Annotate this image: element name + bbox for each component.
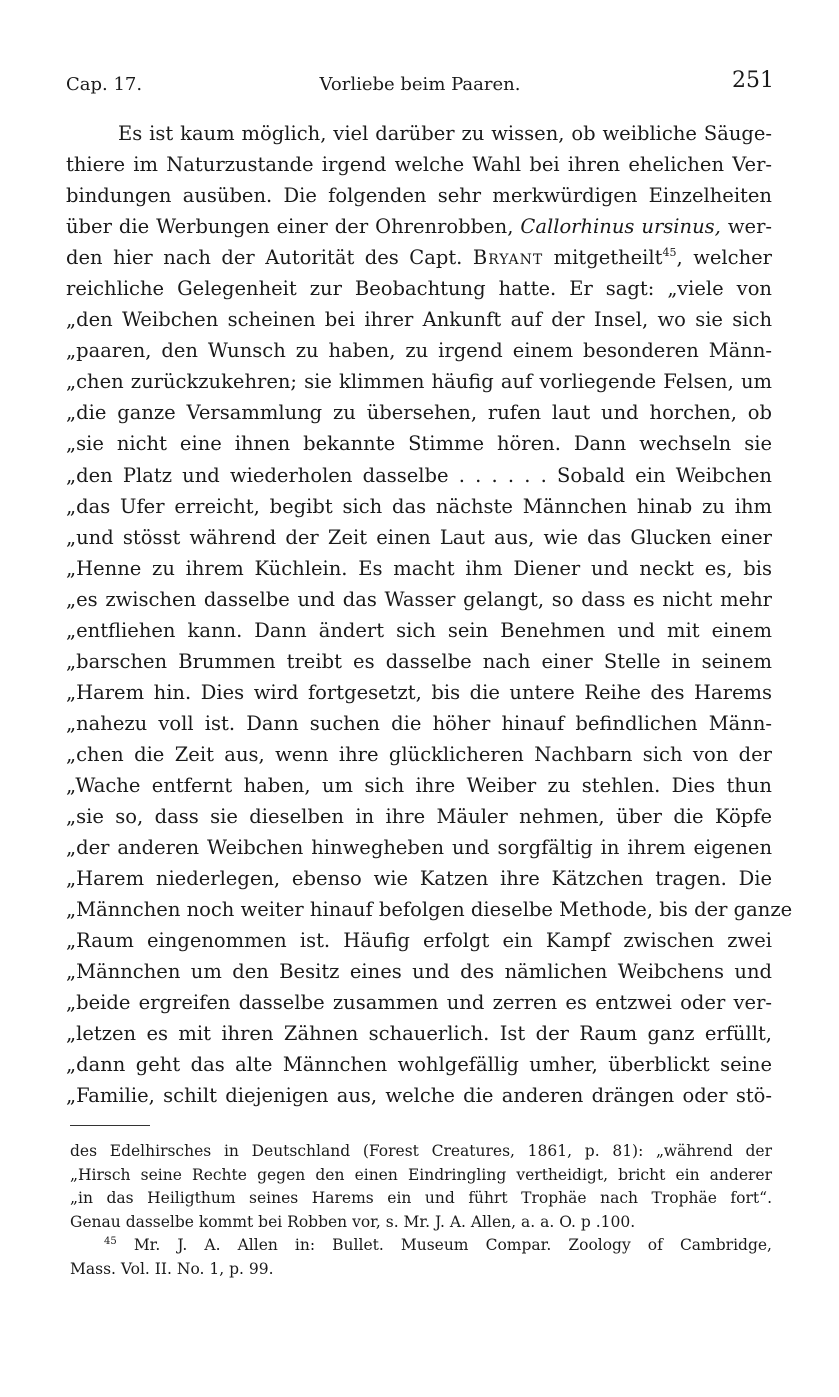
text-line: „dann geht das alte Männchen wohlgefällig umher, überblickt seine — [66, 1053, 772, 1077]
text-line: „Raum eingenommen ist. Häufig erfolgt ein Kampf zwischen zwei — [66, 929, 772, 953]
running-title: Vorliebe beim Paaren. — [319, 74, 521, 95]
text-line: „entfliehen kann. Dann ändert sich sein Benehmen und mit einem — [66, 618, 772, 642]
main-text — [66, 118, 793, 1112]
text-line: „chen zurückzukehren; sie klimmen häufig auf vorliegende Felsen, um — [66, 370, 772, 394]
footnote-line: Genau dasselbe kommt bei Robben vor, s. Mr. J. A. Allen, a. a. O. p .100. — [70, 1212, 636, 1231]
text-line: „das Ufer erreicht, begibt sich das nächste Männchen hinab zu ihm — [66, 494, 772, 518]
footnote-ref: 45 — [662, 246, 677, 260]
text-line: „die ganze Versammlung zu übersehen, rufen laut und horchen, ob — [66, 401, 772, 425]
text-line: „letzen es mit ihren Zähnen schauerlich. Ist der Raum ganz erfüllt, — [66, 1022, 772, 1046]
text-line — [66, 211, 772, 242]
chapter-label: Cap. 17. — [66, 74, 143, 95]
text-line: „Harem hin. Dies wird fortgesetzt, bis die untere Reihe des Harems — [66, 680, 772, 704]
text-line: „und stösst während der Zeit einen Laut aus, wie das Glucken einer — [66, 525, 772, 549]
text-line: „Harem niederlegen, ebenso wie Katzen ihre Kätzchen tragen. Die — [66, 867, 772, 891]
text-line: „den Weibchen scheinen bei ihrer Ankunft auf der Insel, wo sie sich — [66, 308, 772, 332]
footnote-number: 45 — [104, 1236, 117, 1248]
text-line: „den Platz und wiederholen dasselbe . . . . . . Sobald ein Weibchen — [66, 463, 772, 487]
text-segment: Mr. J. A. Allen in: Bullet. Museum Compar. Zoology of Cambridge, — [133, 1236, 772, 1255]
text-line — [66, 242, 772, 273]
footnotes — [70, 1140, 772, 1282]
footnote-line: „in das Heiligthum seines Harems ein und führt Trophäe nach Trophäe fort“. — [70, 1189, 772, 1208]
text-line: „barschen Brummen treibt es dasselbe nach einer Stelle in seinem — [66, 649, 772, 673]
footnote-line: des Edelhirsches in Deutschland (Forest Creatures, 1861, p. 81): „während der — [70, 1142, 772, 1160]
text-segment: wer- — [727, 215, 773, 239]
text-line: „Henne zu ihrem Küchlein. Es macht ihm Diener und neckt es, bis — [66, 556, 772, 580]
text-line: „sie nicht eine ihnen bekannte Stimme hören. Dann wechseln sie — [66, 432, 772, 456]
text-segment: , welcher — [676, 246, 772, 270]
text-line: „chen die Zeit aus, wenn ihre glücklicheren Nachbarn sich von der — [66, 742, 772, 766]
text-segment: den hier nach der Autorität des Capt. — [66, 246, 463, 270]
species-name: Callorhinus ursinus, — [520, 215, 721, 239]
text-line: „Männchen noch weiter hinauf befolgen dieselbe Methode, bis der ganze — [66, 898, 793, 922]
text-line: thiere im Naturzustande irgend welche Wahl bei ihren ehelichen Ver- — [66, 153, 772, 177]
footnote-line — [70, 1234, 772, 1258]
text-line: „Männchen um den Besitz eines und des nämlichen Weibchens und — [66, 960, 772, 984]
author-name: Bryant — [472, 246, 544, 270]
footnote-divider — [70, 1125, 150, 1126]
text-line: „es zwischen dasselbe und das Wasser gelangt, so dass es nicht mehr — [66, 587, 772, 611]
text-line: bindungen ausüben. Die folgenden sehr merkwürdigen Einzelheiten — [66, 184, 772, 208]
text-line: „Wache entfernt haben, um sich ihre Weiber zu stehlen. Dies thun — [66, 773, 772, 797]
footnote-line: „Hirsch seine Rechte gegen den einen Eindringling vertheidigt, bricht ein anderer — [70, 1165, 772, 1184]
running-header — [66, 68, 774, 98]
text-line: „beide ergreifen dasselbe zusammen und zerren es entzwei oder ver- — [66, 991, 772, 1015]
text-line: „sie so, dass sie dieselben in ihre Mäuler nehmen, über die Köpfe — [66, 805, 772, 829]
text-line: „nahezu voll ist. Dann suchen die höher hinauf befindlichen Männ- — [66, 711, 772, 735]
text-line: „paaren, den Wunsch zu haben, zu irgend einem besonderen Männ- — [66, 339, 772, 363]
text-segment: über die Werbungen einer der Ohrenrobben, — [66, 215, 514, 239]
footnote-line: Mass. Vol. II. No. 1, p. 99. — [70, 1259, 274, 1278]
text-segment: mitgetheilt — [553, 246, 663, 270]
text-line: reichliche Gelegenheit zur Beobachtung hatte. Er sagt: „viele von — [66, 277, 772, 301]
page-number: 251 — [732, 68, 774, 93]
text-line: „Familie, schilt diejenigen aus, welche die anderen drängen oder stö- — [66, 1084, 772, 1108]
text-line: „der anderen Weibchen hinwegheben und sorgfältig in ihrem eigenen — [66, 836, 772, 860]
text-line: Es ist kaum möglich, viel darüber zu wissen, ob weibliche Säuge- — [118, 122, 772, 145]
